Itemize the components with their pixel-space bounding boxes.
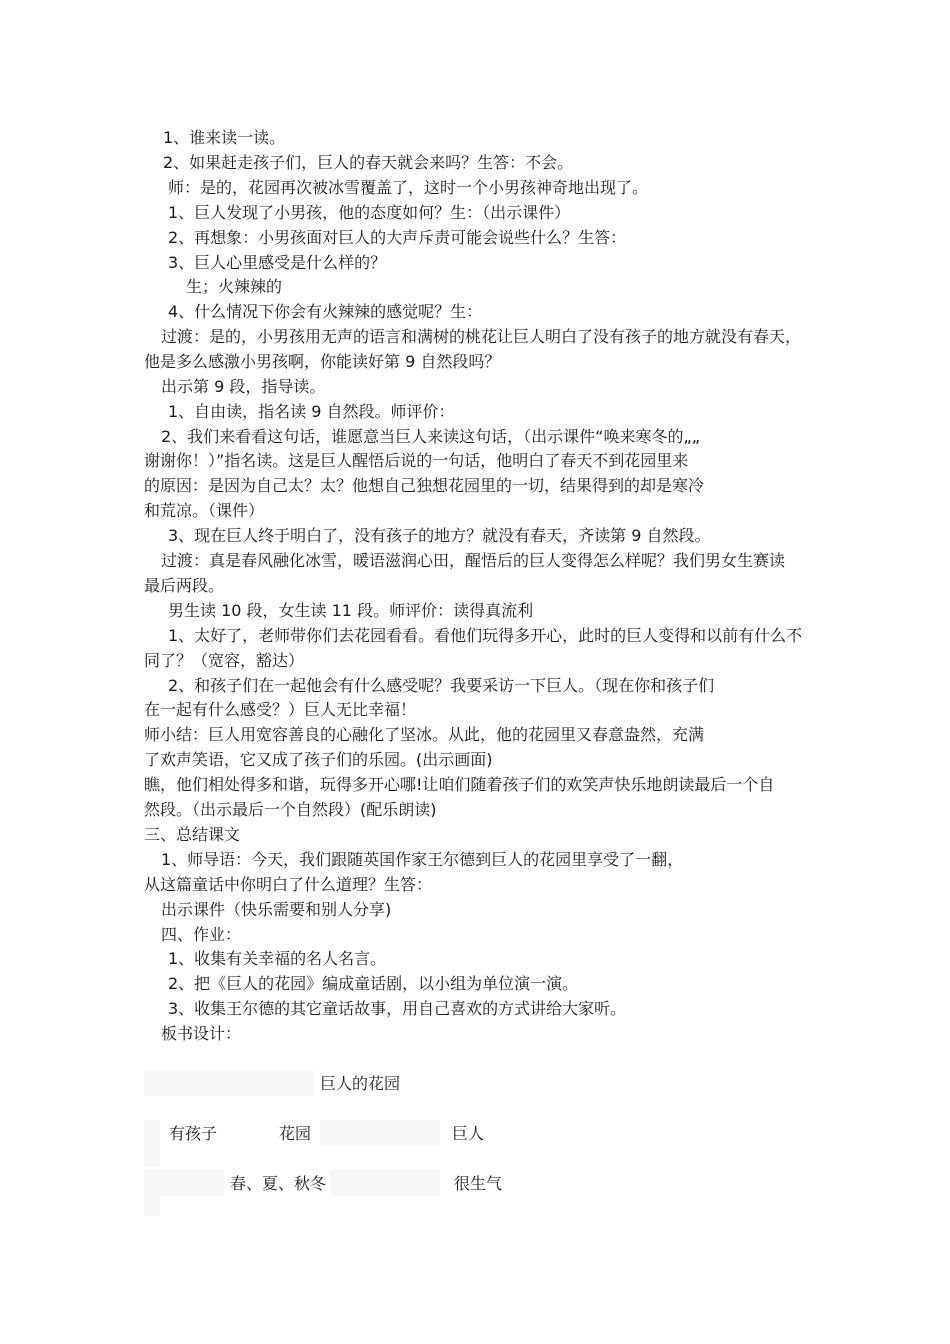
text-line: 1、太好了，老师带你们去花园看看。看他们玩得多开心，此时的巨人变得和以前有什么不 xyxy=(168,626,803,645)
text-line: 了欢声笑语，它又成了孩子们的乐园。(出示画面) xyxy=(144,750,493,769)
text-line: 1、巨人发现了小男孩，他的态度如何？生：（出示课件） xyxy=(168,203,571,222)
board-cell: 春、夏、秋冬 xyxy=(230,1174,327,1193)
board-shade-4 xyxy=(144,1170,224,1196)
text-line: 过渡：是的，小男孩用无声的语言和满树的桃花让巨人明白了没有孩子的地方就没有春天， xyxy=(161,327,802,346)
text-line: 3、收集王尔德的其它童话故事，用自己喜欢的方式讲给大家听。 xyxy=(168,999,627,1018)
text-line: 出示课件（快乐需要和别人分享) xyxy=(161,900,392,919)
text-line: 生；火辣辣的 xyxy=(186,277,283,296)
board-shade-5 xyxy=(330,1170,440,1196)
text-line: 在一起有什么感受？）巨人无比幸福！ xyxy=(144,700,417,719)
text-line: 从这篇童话中你明白了什么道理？生答： xyxy=(144,875,433,894)
text-line: 最后两段。 xyxy=(144,576,225,595)
board-shade-1 xyxy=(144,1070,314,1096)
board-shade-6 xyxy=(144,1196,160,1216)
board-shade-2 xyxy=(144,1120,160,1166)
board-cell: 很生气 xyxy=(454,1174,503,1193)
board-cell: 花园 xyxy=(279,1124,312,1143)
board-title: 巨人的花园 xyxy=(320,1074,401,1093)
text-line: 2、和孩子们在一起他会有什么感受呢？我要采访一下巨人。（现在你和孩子们 xyxy=(168,676,715,695)
text-line: 1、谁来读一读。 xyxy=(163,128,286,147)
board-cell: 有孩子 xyxy=(169,1124,218,1143)
text-line: 1、自由读，指名读 9 自然段。师评价： xyxy=(168,402,455,421)
text-line: 2、如果赶走孩子们，巨人的春天就会来吗？生答：不会。 xyxy=(163,153,574,172)
section-heading: 三、总结课文 xyxy=(144,825,241,844)
text-line: 2、我们来看看这句话，谁愿意当巨人来读这句话，（出示课件“唤来寒冬的„„ xyxy=(161,427,701,446)
text-line: 2、再想象：小男孩面对巨人的大声斥责可能会说些什么？生答： xyxy=(168,228,627,247)
text-line: 1、师导语：今天，我们跟随英国作家王尔德到巨人的花园里享受了一翻， xyxy=(161,850,684,869)
text-line: 过渡：真是春风融化冰雪，暖语滋润心田，醒悟后的巨人变得怎么样呢？我们男女生赛读 xyxy=(161,551,786,570)
text-line: 他是多么感激小男孩啊，你能读好第 9 自然段吗？ xyxy=(144,352,501,371)
text-line: 3、现在巨人终于明白了，没有孩子的地方？就没有春天，齐读第 9 自然段。 xyxy=(168,526,711,545)
text-line: 1、收集有关幸福的名人名言。 xyxy=(168,949,387,968)
board-cell: 巨人 xyxy=(452,1124,485,1143)
text-line: 同了？（宽容，豁达） xyxy=(144,651,305,670)
text-line: 和荒凉。（课件） xyxy=(144,501,265,520)
text-line: 板书设计： xyxy=(161,1024,242,1043)
text-line: 的原因：是因为自己太？太？他想自己独想花园里的一切，结果得到的却是寒冷 xyxy=(144,476,705,495)
text-line: 师：是的，花园再次被冰雪覆盖了，这时一个小男孩神奇地出现了。 xyxy=(168,178,649,197)
text-line: 出示第 9 段，指导读。 xyxy=(161,377,326,396)
text-line: 瞧，他们相处得多和谐，玩得多开心哪!让咱们随着孩子们的欢笑声快乐地朗读最后一个自 xyxy=(144,775,775,794)
text-line: 然段。（出示最后一个自然段）(配乐朗读) xyxy=(144,800,437,819)
text-line: 2、把《巨人的花园》编成童话剧，以小组为单位演一演。 xyxy=(168,974,579,993)
section-heading: 四、作业： xyxy=(161,925,242,944)
board-shade-3 xyxy=(320,1120,440,1146)
text-line: 师小结：巨人用宽容善良的心融化了坚冰。从此，他的花园里又春意盎然，充满 xyxy=(144,725,705,744)
text-line: 男生读 10 段，女生读 11 段。师评价：读得真流利 xyxy=(168,601,534,620)
text-line: 3、巨人心里感受是什么样的？ xyxy=(168,253,387,272)
text-line: 4、什么情况下你会有火辣辣的感觉呢？生： xyxy=(168,302,483,321)
text-line: 谢谢你！）”指名读。这是巨人醒悟后说的一句话，他明白了春天不到花园里来 xyxy=(144,451,689,470)
